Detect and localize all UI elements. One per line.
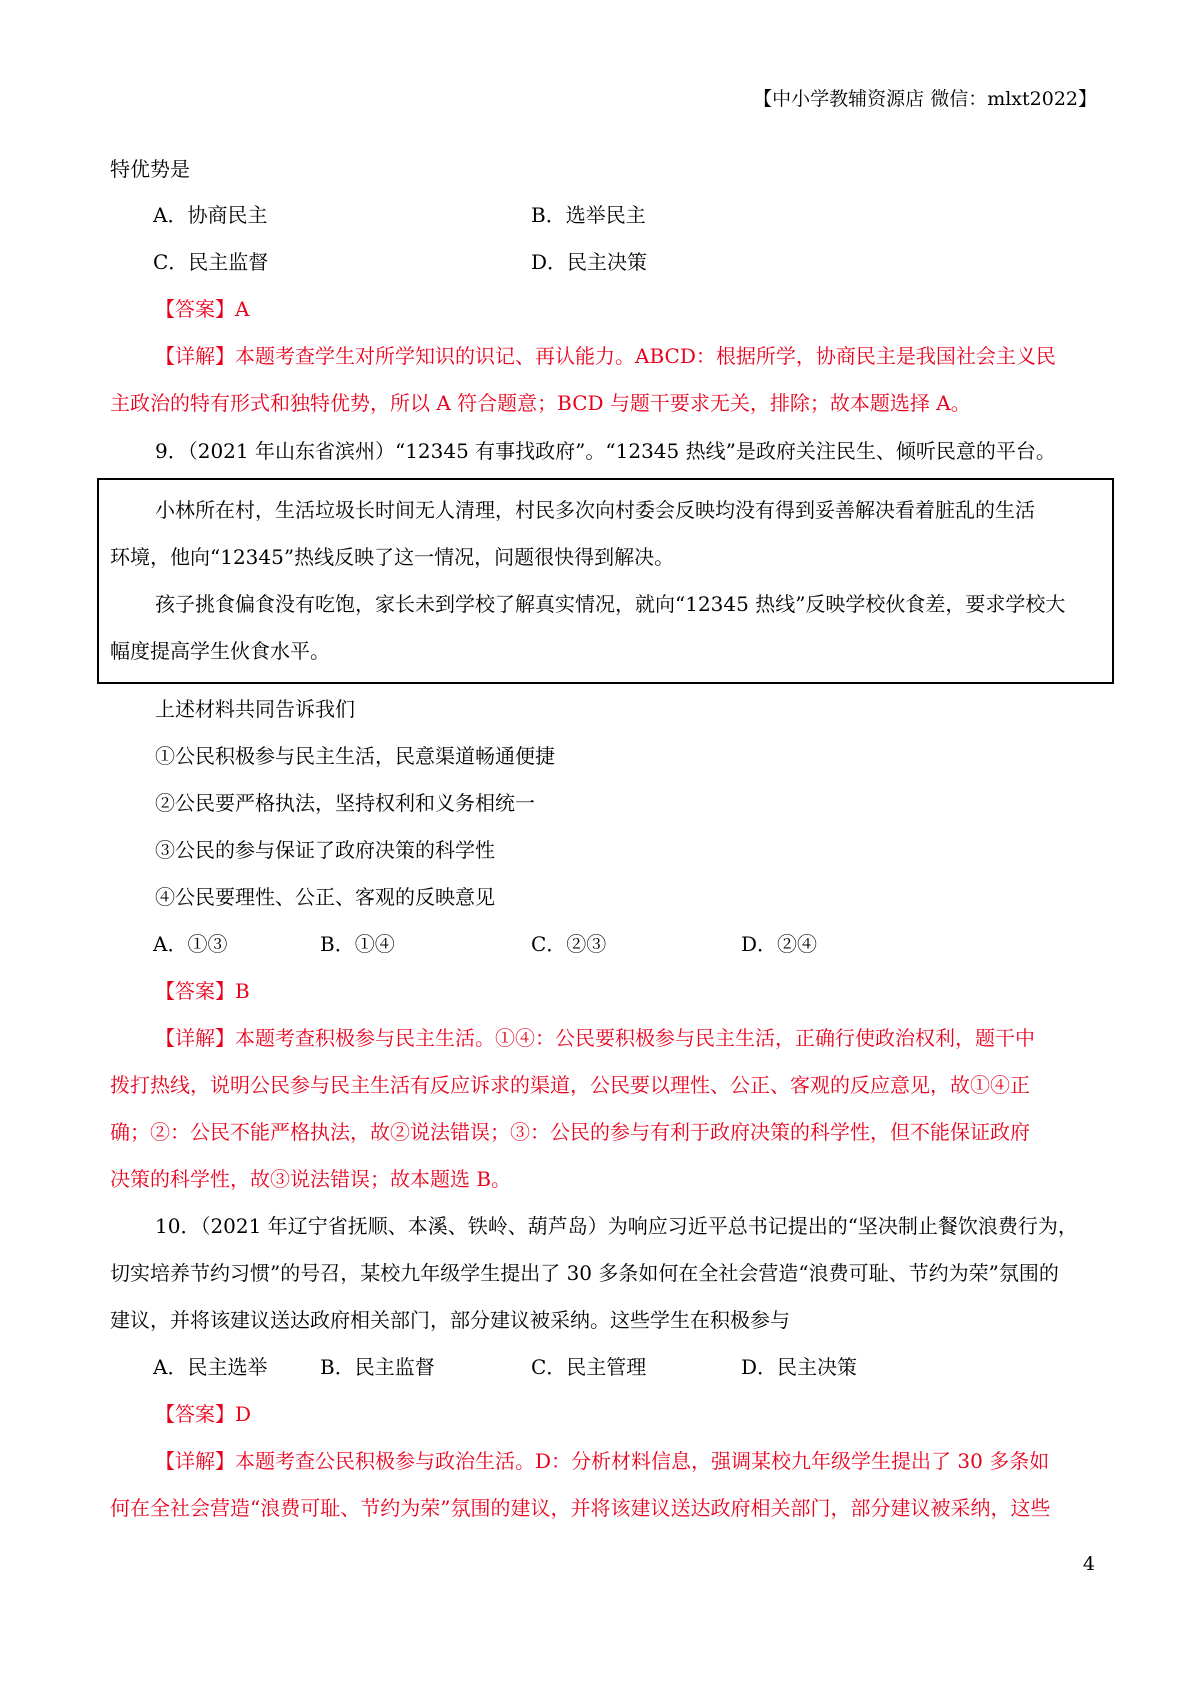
q10-option-d: D．民主决策 [741,1355,858,1379]
q9-explain-line: 决策的科学性，故③说法错误；故本题选 B。 [110,1167,512,1191]
q10-option-c: C．民主管理 [531,1355,647,1379]
page-number: 4 [1082,1553,1095,1575]
q9-material-line: 幅度提高学生伙食水平。 [110,639,330,663]
q9-answer: 【答案】B [155,979,250,1003]
q9-option-c: C．②③ [531,932,607,956]
q9-statement: ②公民要严格执法，坚持权利和义务相统一 [155,791,535,815]
q9-material-line: 孩子挑食偏食没有吃饱，家长未到学校了解真实情况，就向“12345 热线”反映学校伙食差，要求学校大 [155,592,1066,616]
q9-statement: ③公民的参与保证了政府决策的科学性 [155,838,495,862]
q9-prompt: 上述材料共同告诉我们 [155,697,355,721]
q8-stem-tail: 特优势是 [110,157,190,181]
q9-material-line: 环境，他向“12345”热线反映了这一情况，问题很快得到解决。 [110,545,675,569]
q9-statement: ①公民积极参与民主生活，民意渠道畅通便捷 [155,744,555,768]
q8-option-b: B．选举民主 [531,203,646,227]
q9-explain-line: 拨打热线，说明公民参与民主生活有反应诉求的渠道，公民要以理性、公正、客观的反应意见，故①④正 [110,1073,1030,1097]
q8-explain-line: 【详解】本题考查学生对所学知识的识记、再认能力。ABCD：根据所学，协商民主是我国社会主义民 [155,344,1056,368]
q10-option-a: A．民主选举 [153,1355,268,1379]
q8-answer: 【答案】A [155,297,250,321]
q10-answer: 【答案】D [155,1402,252,1426]
q8-option-d: D．民主决策 [531,250,648,274]
q9-option-b: B．①④ [320,932,395,956]
q9-explain-line: 确；②：公民不能严格执法，故②说法错误；③：公民的参与有利于政府决策的科学性，但不能保证政府 [110,1120,1030,1144]
q9-material-line: 小林所在村，生活垃圾长时间无人清理，村民多次向村委会反映均没有得到妥善解决看着脏乱的生活 [155,498,1035,522]
q9-option-d: D．②④ [741,932,818,956]
q10-stem-line: 建议，并将该建议送达政府相关部门，部分建议被采纳。这些学生在积极参与 [110,1308,790,1332]
q10-explain-line: 【详解】本题考查公民积极参与政治生活。D：分析材料信息，强调某校九年级学生提出了 30 多条如 [155,1449,1050,1473]
q10-explain-line: 何在全社会营造“浪费可耻、节约为荣”氛围的建议，并将该建议送达政府相关部门，部分建议被采纳，这些 [110,1496,1051,1520]
q9-stem: 9．（2021 年山东省滨州）“12345 有事找政府”。“12345 热线”是政府关注民生、倾听民意的平台。 [155,439,1056,463]
page-header: 【中小学教辅资源店 微信：mlxt2022】 [753,88,1097,110]
q8-option-c: C．民主监督 [153,250,269,274]
q9-statement: ④公民要理性、公正、客观的反映意见 [155,885,495,909]
q9-option-a: A．①③ [153,932,228,956]
q9-explain-line: 【详解】本题考查积极参与民主生活。①④：公民要积极参与民主生活，正确行使政治权利，题干中 [155,1026,1035,1050]
q10-option-b: B．民主监督 [320,1355,435,1379]
q8-option-a: A．协商民主 [153,203,268,227]
q10-stem-line: 切实培养节约习惯”的号召，某校九年级学生提出了 30 多条如何在全社会营造“浪费可耻、节约为荣”氛围的 [110,1261,1059,1285]
q8-explain-line: 主政治的特有形式和独特优势，所以 A 符合题意；BCD 与题干要求无关，排除；故本题选择 A。 [110,391,971,415]
q10-stem-line: 10．（2021 年辽宁省抚顺、本溪、铁岭、葫芦岛）为响应习近平总书记提出的“坚决制止餐饮浪费行为， [155,1214,1078,1238]
